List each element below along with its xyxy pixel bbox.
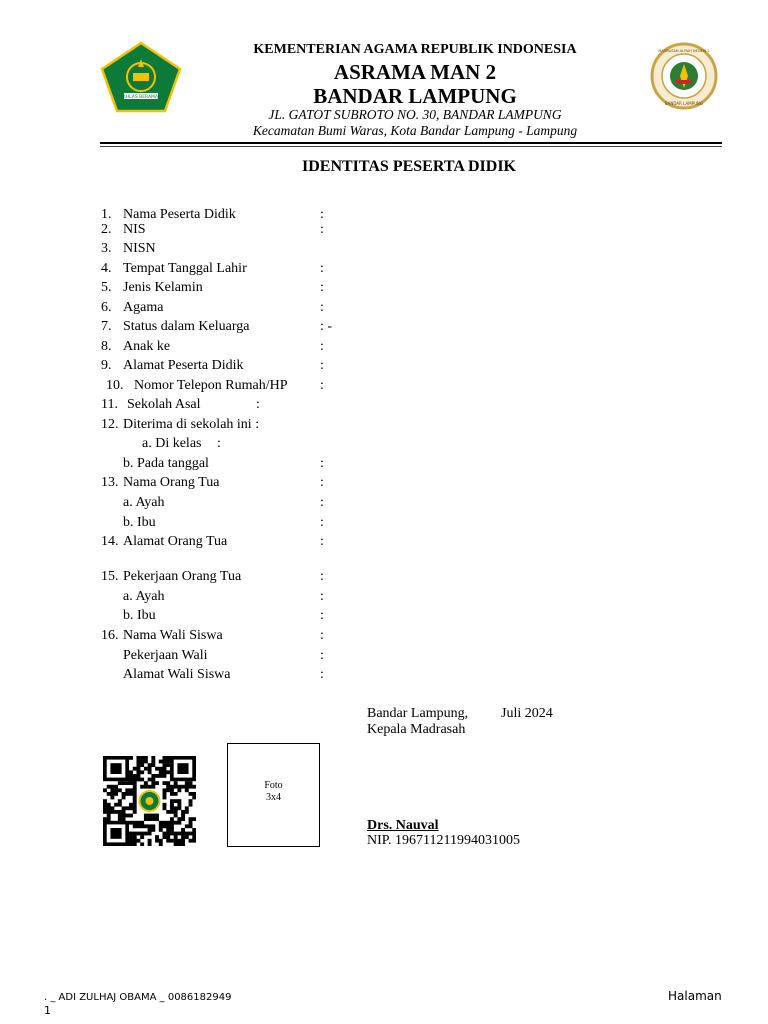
field-number: 16. [101, 628, 119, 643]
field-label: b. Pada tanggal [123, 456, 209, 471]
field-label: Alamat Orang Tua [123, 534, 228, 549]
school-seal-logo [646, 42, 722, 110]
field-colon: : [320, 667, 324, 682]
photo-size: 3x4 [266, 792, 281, 803]
field-number: 14. [101, 534, 119, 549]
field-number: 4. [101, 261, 112, 276]
field-colon: : [320, 589, 324, 604]
field-label: Nama Peserta Didik [123, 207, 236, 222]
field-colon: : [320, 456, 324, 471]
field-label: Nama Wali Siswa [123, 628, 223, 643]
field-label: Diterima di sekolah ini : [123, 417, 260, 432]
header-rule-thin [100, 146, 722, 147]
field-label: a. Di kelas [142, 436, 202, 451]
school-name-line2: BANDAR LAMPUNG [313, 84, 517, 108]
signature-date: Juli 2024 [501, 706, 553, 721]
field-label: b. Ibu [123, 515, 156, 530]
field-label: b. Ibu [123, 608, 156, 623]
field-number: 11. [101, 397, 118, 412]
field-colon: : [320, 280, 324, 295]
field-colon: : [320, 628, 324, 643]
field-number: 1. [101, 207, 112, 222]
signature-place: Bandar Lampung, [367, 706, 469, 721]
field-label: Tempat Tanggal Lahir [123, 261, 247, 276]
field-label: a. Ayah [123, 589, 165, 604]
document-title: IDENTITAS PESERTA DIDIK [301, 158, 516, 175]
field-colon: : [320, 378, 324, 393]
field-number: 6. [101, 300, 112, 315]
qr-code [103, 756, 196, 846]
field-colon: : [320, 475, 324, 490]
field-label: Pekerjaan Orang Tua [123, 569, 242, 584]
field-number: 3. [101, 241, 112, 256]
field-label: Agama [123, 300, 164, 315]
field-colon: : [320, 222, 324, 237]
field-label: NIS [123, 222, 146, 237]
field-colon: : [320, 261, 324, 276]
field-label: Sekolah Asal [127, 397, 201, 412]
field-colon: : [320, 339, 324, 354]
signatory-name: Drs. Nauval [367, 818, 439, 833]
field-colon: : [320, 495, 324, 510]
field-label: a. Ayah [123, 495, 165, 510]
field-label: Status dalam Keluarga [123, 319, 250, 334]
field-colon: : [320, 608, 324, 623]
signature-position: Kepala Madrasah [367, 722, 466, 737]
header-rule-thick [100, 142, 722, 144]
field-label: Anak ke [123, 339, 171, 354]
field-number: 15. [101, 569, 119, 584]
field-colon: : [320, 569, 324, 584]
field-number: 2. [101, 222, 112, 237]
school-district: Kecamatan Bumi Waras, Kota Bandar Lampung - Lampung [252, 123, 578, 138]
photo-label: Foto [264, 780, 283, 791]
field-colon: : [320, 515, 324, 530]
field-number: 13. [101, 475, 119, 490]
field-number: 8. [101, 339, 112, 354]
field-colon: : [256, 397, 260, 412]
field-label: Jenis Kelamin [123, 280, 203, 295]
field-colon: : [320, 207, 324, 222]
signatory-nip: NIP. 196711211994031005 [367, 833, 520, 848]
footer-page-number: 1 [44, 1004, 51, 1017]
field-colon: : [217, 436, 221, 451]
ministry-name: KEMENTERIAN AGAMA REPUBLIK INDONESIA [253, 42, 577, 57]
footer-page-label: Halaman [668, 989, 722, 1003]
field-colon: : [320, 300, 324, 315]
school-address: JL. GATOT SUBROTO NO. 30, BANDAR LAMPUNG [268, 107, 562, 122]
photo-placeholder [227, 743, 320, 847]
field-colon: : [320, 648, 324, 663]
field-label: Alamat Peserta Didik [123, 358, 244, 373]
field-colon: : [320, 358, 324, 373]
field-label: Pekerjaan Wali [123, 648, 208, 663]
field-label: Nomor Telepon Rumah/HP [134, 378, 288, 393]
field-label: Nama Orang Tua [123, 475, 220, 490]
field-number: 7. [101, 319, 112, 334]
school-name-line1: ASRAMA MAN 2 [333, 60, 497, 84]
field-number: 10. [106, 378, 124, 393]
field-colon: : - [320, 319, 333, 334]
seal-text-bottom: BANDAR LAMPUNG [664, 101, 704, 106]
field-number: 12. [101, 417, 119, 432]
field-colon: : [320, 534, 324, 549]
footer-student-info: . _ ADI ZULHAJ OBAMA _ 0086182949 [44, 992, 232, 1003]
field-label: Alamat Wali Siswa [123, 667, 231, 682]
field-number: 9. [101, 358, 112, 373]
seal-text-top: MADRASAH ALIYAH NEGERI 2 [658, 49, 710, 53]
field-number: 5. [101, 280, 112, 295]
field-label: NISN [123, 241, 156, 256]
logo-motto: IKHLAS BERAMAL [121, 95, 161, 100]
